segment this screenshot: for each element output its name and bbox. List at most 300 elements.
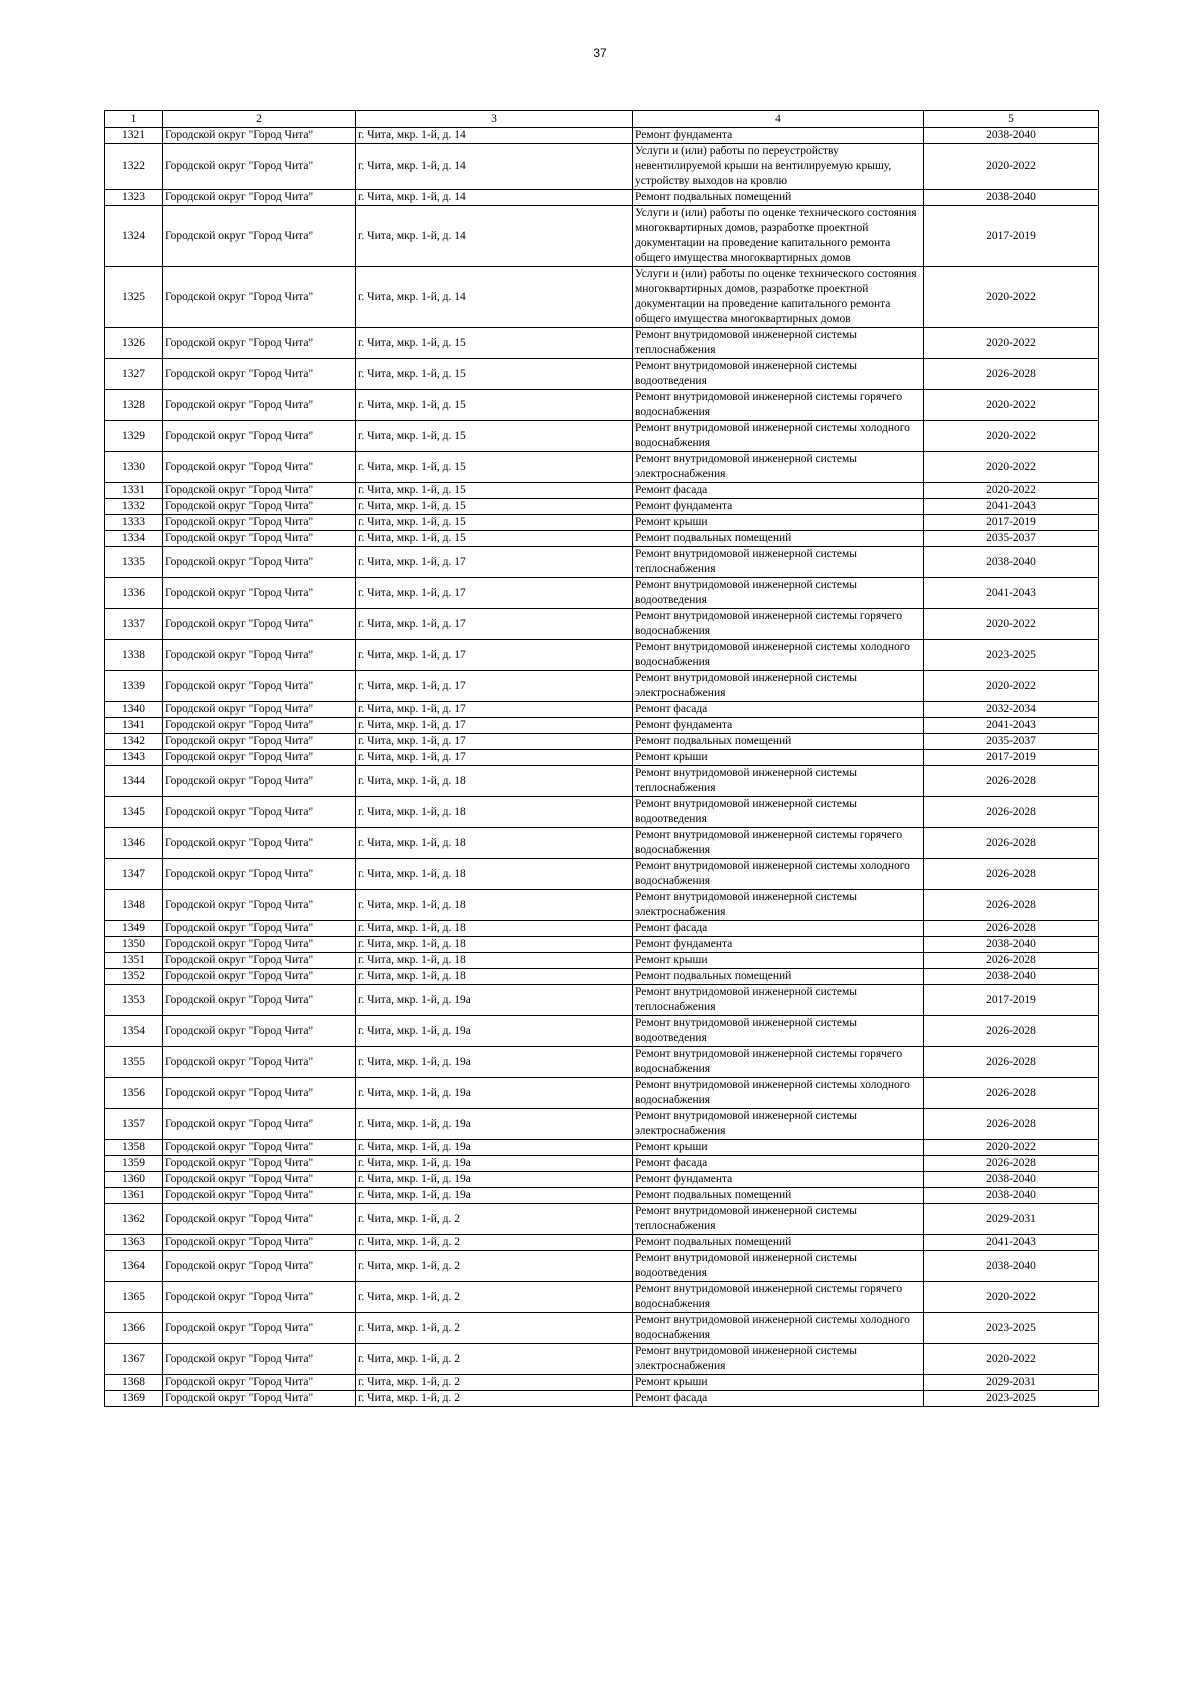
row-number: 1332 <box>105 499 163 515</box>
table-row <box>105 328 1099 359</box>
row-number: 1336 <box>105 578 163 609</box>
address-cell: г. Чита, мкр. 1-й, д. 18 <box>356 969 633 985</box>
municipality-cell: Городской округ "Город Чита" <box>163 1156 356 1172</box>
period-cell: 2020-2022 <box>924 1282 1099 1313</box>
address-cell: г. Чита, мкр. 1-й, д. 18 <box>356 797 633 828</box>
address-cell: г. Чита, мкр. 1-й, д. 19а <box>356 1140 633 1156</box>
work-type-cell: Ремонт крыши <box>633 1375 924 1391</box>
period-cell: 2020-2022 <box>924 328 1099 359</box>
municipality-cell: Городской округ "Город Чита" <box>163 921 356 937</box>
work-type-cell: Ремонт внутридомовой инженерной системы холодного водоснабжения <box>633 1313 924 1344</box>
work-type-cell: Ремонт внутридомовой инженерной системы электроснабжения <box>633 671 924 702</box>
work-type-cell: Ремонт фасада <box>633 702 924 718</box>
period-cell: 2038-2040 <box>924 1251 1099 1282</box>
table-row <box>105 531 1099 547</box>
municipality-cell: Городской округ "Город Чита" <box>163 578 356 609</box>
row-number: 1341 <box>105 718 163 734</box>
address-cell: г. Чита, мкр. 1-й, д. 14 <box>356 206 633 267</box>
work-type-cell: Ремонт внутридомовой инженерной системы теплоснабжения <box>633 766 924 797</box>
address-cell: г. Чита, мкр. 1-й, д. 19а <box>356 1188 633 1204</box>
address-cell: г. Чита, мкр. 1-й, д. 18 <box>356 937 633 953</box>
period-cell: 2026-2028 <box>924 921 1099 937</box>
work-type-cell: Ремонт внутридомовой инженерной системы водоотведения <box>633 1016 924 1047</box>
municipality-cell: Городской округ "Город Чита" <box>163 953 356 969</box>
address-cell: г. Чита, мкр. 1-й, д. 18 <box>356 828 633 859</box>
address-cell: г. Чита, мкр. 1-й, д. 2 <box>356 1251 633 1282</box>
table-row <box>105 828 1099 859</box>
period-cell: 2026-2028 <box>924 1156 1099 1172</box>
municipality-cell: Городской округ "Город Чита" <box>163 144 356 190</box>
work-type-cell: Ремонт внутридомовой инженерной системы водоотведения <box>633 797 924 828</box>
municipality-cell: Городской округ "Город Чита" <box>163 718 356 734</box>
period-cell: 2032-2034 <box>924 702 1099 718</box>
municipality-cell: Городской округ "Город Чита" <box>163 390 356 421</box>
work-type-cell: Ремонт фасада <box>633 921 924 937</box>
municipality-cell: Городской округ "Город Чита" <box>163 1282 356 1313</box>
period-cell: 2041-2043 <box>924 499 1099 515</box>
address-cell: г. Чита, мкр. 1-й, д. 2 <box>356 1375 633 1391</box>
row-number: 1333 <box>105 515 163 531</box>
municipality-cell: Городской округ "Город Чита" <box>163 969 356 985</box>
column-header: 4 <box>633 111 924 128</box>
address-cell: г. Чита, мкр. 1-й, д. 17 <box>356 609 633 640</box>
work-type-cell: Ремонт крыши <box>633 1140 924 1156</box>
table-header <box>105 111 1099 128</box>
row-number: 1343 <box>105 750 163 766</box>
municipality-cell: Городской округ "Город Чита" <box>163 702 356 718</box>
municipality-cell: Городской округ "Город Чита" <box>163 609 356 640</box>
table-row <box>105 1109 1099 1140</box>
address-cell: г. Чита, мкр. 1-й, д. 19а <box>356 985 633 1016</box>
address-cell: г. Чита, мкр. 1-й, д. 17 <box>356 734 633 750</box>
row-number: 1363 <box>105 1235 163 1251</box>
work-type-cell: Услуги и (или) работы по оценке технического состояния многоквартирных домов, разработке проектной документации на проведение капитального ремонта общего имущества многоквартирных домов <box>633 267 924 328</box>
table-row <box>105 1375 1099 1391</box>
work-type-cell: Ремонт фундамента <box>633 499 924 515</box>
period-cell: 2029-2031 <box>924 1204 1099 1235</box>
work-type-cell: Ремонт внутридомовой инженерной системы горячего водоснабжения <box>633 1047 924 1078</box>
address-cell: г. Чита, мкр. 1-й, д. 17 <box>356 671 633 702</box>
work-type-cell: Ремонт внутридомовой инженерной системы теплоснабжения <box>633 1204 924 1235</box>
municipality-cell: Городской округ "Город Чита" <box>163 671 356 702</box>
address-cell: г. Чита, мкр. 1-й, д. 19а <box>356 1078 633 1109</box>
column-header: 1 <box>105 111 163 128</box>
municipality-cell: Городской округ "Город Чита" <box>163 328 356 359</box>
table-row <box>105 640 1099 671</box>
row-number: 1350 <box>105 937 163 953</box>
period-cell: 2041-2043 <box>924 1235 1099 1251</box>
row-number: 1368 <box>105 1375 163 1391</box>
period-cell: 2041-2043 <box>924 718 1099 734</box>
municipality-cell: Городской округ "Город Чита" <box>163 1344 356 1375</box>
municipality-cell: Городской округ "Город Чита" <box>163 1235 356 1251</box>
row-number: 1348 <box>105 890 163 921</box>
period-cell: 2038-2040 <box>924 190 1099 206</box>
address-cell: г. Чита, мкр. 1-й, д. 17 <box>356 718 633 734</box>
address-cell: г. Чита, мкр. 1-й, д. 15 <box>356 483 633 499</box>
row-number: 1335 <box>105 547 163 578</box>
table-row <box>105 609 1099 640</box>
table-row <box>105 702 1099 718</box>
row-number: 1321 <box>105 128 163 144</box>
municipality-cell: Городской округ "Город Чита" <box>163 828 356 859</box>
address-cell: г. Чита, мкр. 1-й, д. 15 <box>356 390 633 421</box>
row-number: 1330 <box>105 452 163 483</box>
address-cell: г. Чита, мкр. 1-й, д. 15 <box>356 359 633 390</box>
work-type-cell: Ремонт крыши <box>633 515 924 531</box>
address-cell: г. Чита, мкр. 1-й, д. 18 <box>356 921 633 937</box>
address-cell: г. Чита, мкр. 1-й, д. 18 <box>356 890 633 921</box>
municipality-cell: Городской округ "Город Чита" <box>163 640 356 671</box>
row-number: 1355 <box>105 1047 163 1078</box>
row-number: 1339 <box>105 671 163 702</box>
work-type-cell: Ремонт фундамента <box>633 937 924 953</box>
table-row <box>105 985 1099 1016</box>
row-number: 1364 <box>105 1251 163 1282</box>
table-row <box>105 1313 1099 1344</box>
address-cell: г. Чита, мкр. 1-й, д. 14 <box>356 128 633 144</box>
row-number: 1359 <box>105 1156 163 1172</box>
table-row <box>105 718 1099 734</box>
municipality-cell: Городской округ "Город Чита" <box>163 1016 356 1047</box>
period-cell: 2017-2019 <box>924 206 1099 267</box>
address-cell: г. Чита, мкр. 1-й, д. 2 <box>356 1204 633 1235</box>
table-row <box>105 671 1099 702</box>
period-cell: 2023-2025 <box>924 1391 1099 1407</box>
row-number: 1347 <box>105 859 163 890</box>
table-row <box>105 499 1099 515</box>
municipality-cell: Городской округ "Город Чита" <box>163 1172 356 1188</box>
period-cell: 2023-2025 <box>924 640 1099 671</box>
work-type-cell: Ремонт подвальных помещений <box>633 190 924 206</box>
address-cell: г. Чита, мкр. 1-й, д. 14 <box>356 267 633 328</box>
row-number: 1329 <box>105 421 163 452</box>
period-cell: 2038-2040 <box>924 547 1099 578</box>
period-cell: 2038-2040 <box>924 1188 1099 1204</box>
row-number: 1357 <box>105 1109 163 1140</box>
row-number: 1360 <box>105 1172 163 1188</box>
row-number: 1338 <box>105 640 163 671</box>
period-cell: 2017-2019 <box>924 985 1099 1016</box>
row-number: 1345 <box>105 797 163 828</box>
period-cell: 2023-2025 <box>924 1313 1099 1344</box>
table-row <box>105 1344 1099 1375</box>
municipality-cell: Городской округ "Город Чита" <box>163 1078 356 1109</box>
row-number: 1337 <box>105 609 163 640</box>
municipality-cell: Городской округ "Город Чита" <box>163 859 356 890</box>
table-row <box>105 547 1099 578</box>
work-type-cell: Ремонт подвальных помещений <box>633 531 924 547</box>
address-cell: г. Чита, мкр. 1-й, д. 18 <box>356 766 633 797</box>
period-cell: 2026-2028 <box>924 890 1099 921</box>
row-number: 1358 <box>105 1140 163 1156</box>
row-number: 1356 <box>105 1078 163 1109</box>
address-cell: г. Чита, мкр. 1-й, д. 19а <box>356 1156 633 1172</box>
period-cell: 2020-2022 <box>924 483 1099 499</box>
table-row <box>105 1251 1099 1282</box>
table-row <box>105 1047 1099 1078</box>
table-row <box>105 1391 1099 1407</box>
row-number: 1365 <box>105 1282 163 1313</box>
table-row <box>105 921 1099 937</box>
work-type-cell: Ремонт внутридомовой инженерной системы холодного водоснабжения <box>633 421 924 452</box>
municipality-cell: Городской округ "Город Чита" <box>163 359 356 390</box>
municipality-cell: Городской округ "Город Чита" <box>163 1375 356 1391</box>
table-row <box>105 578 1099 609</box>
work-type-cell: Ремонт крыши <box>633 953 924 969</box>
work-type-cell: Ремонт фасада <box>633 1391 924 1407</box>
row-number: 1325 <box>105 267 163 328</box>
work-type-cell: Ремонт внутридомовой инженерной системы теплоснабжения <box>633 547 924 578</box>
period-cell: 2020-2022 <box>924 452 1099 483</box>
work-type-cell: Ремонт внутридомовой инженерной системы водоотведения <box>633 1251 924 1282</box>
work-type-cell: Ремонт фасада <box>633 483 924 499</box>
table-row <box>105 797 1099 828</box>
municipality-cell: Городской округ "Город Чита" <box>163 1047 356 1078</box>
municipality-cell: Городской округ "Город Чита" <box>163 766 356 797</box>
work-type-cell: Ремонт фундамента <box>633 1172 924 1188</box>
row-number: 1323 <box>105 190 163 206</box>
address-cell: г. Чита, мкр. 1-й, д. 17 <box>356 578 633 609</box>
row-number: 1352 <box>105 969 163 985</box>
address-cell: г. Чита, мкр. 1-й, д. 2 <box>356 1344 633 1375</box>
address-cell: г. Чита, мкр. 1-й, д. 2 <box>356 1282 633 1313</box>
work-type-cell: Ремонт внутридомовой инженерной системы горячего водоснабжения <box>633 828 924 859</box>
municipality-cell: Городской округ "Город Чита" <box>163 1140 356 1156</box>
address-cell: г. Чита, мкр. 1-й, д. 17 <box>356 750 633 766</box>
address-cell: г. Чита, мкр. 1-й, д. 2 <box>356 1313 633 1344</box>
municipality-cell: Городской округ "Город Чита" <box>163 128 356 144</box>
period-cell: 2026-2028 <box>924 1047 1099 1078</box>
period-cell: 2026-2028 <box>924 359 1099 390</box>
municipality-cell: Городской округ "Город Чита" <box>163 1251 356 1282</box>
address-cell: г. Чита, мкр. 1-й, д. 14 <box>356 144 633 190</box>
address-cell: г. Чита, мкр. 1-й, д. 19а <box>356 1047 633 1078</box>
table-row <box>105 1140 1099 1156</box>
work-type-cell: Ремонт внутридомовой инженерной системы холодного водоснабжения <box>633 1078 924 1109</box>
period-cell: 2020-2022 <box>924 144 1099 190</box>
row-number: 1361 <box>105 1188 163 1204</box>
table-row <box>105 969 1099 985</box>
table-body <box>105 128 1099 1407</box>
work-type-cell: Ремонт подвальных помещений <box>633 1235 924 1251</box>
work-type-cell: Ремонт внутридомовой инженерной системы водоотведения <box>633 578 924 609</box>
address-cell: г. Чита, мкр. 1-й, д. 15 <box>356 499 633 515</box>
table-row <box>105 390 1099 421</box>
municipality-cell: Городской округ "Город Чита" <box>163 734 356 750</box>
row-number: 1342 <box>105 734 163 750</box>
row-number: 1324 <box>105 206 163 267</box>
municipality-cell: Городской округ "Город Чита" <box>163 750 356 766</box>
row-number: 1354 <box>105 1016 163 1047</box>
work-type-cell: Ремонт фасада <box>633 1156 924 1172</box>
work-type-cell: Ремонт внутридомовой инженерной системы холодного водоснабжения <box>633 859 924 890</box>
period-cell: 2026-2028 <box>924 1109 1099 1140</box>
period-cell: 2041-2043 <box>924 578 1099 609</box>
work-type-cell: Ремонт внутридомовой инженерной системы водоотведения <box>633 359 924 390</box>
period-cell: 2026-2028 <box>924 1016 1099 1047</box>
municipality-cell: Городской округ "Город Чита" <box>163 267 356 328</box>
period-cell: 2029-2031 <box>924 1375 1099 1391</box>
column-header: 2 <box>163 111 356 128</box>
period-cell: 2020-2022 <box>924 1140 1099 1156</box>
address-cell: г. Чита, мкр. 1-й, д. 2 <box>356 1391 633 1407</box>
address-cell: г. Чита, мкр. 1-й, д. 17 <box>356 640 633 671</box>
table-row <box>105 937 1099 953</box>
work-type-cell: Ремонт подвальных помещений <box>633 1188 924 1204</box>
table-row <box>105 1078 1099 1109</box>
table-row <box>105 1016 1099 1047</box>
period-cell: 2020-2022 <box>924 671 1099 702</box>
work-type-cell: Ремонт внутридомовой инженерной системы горячего водоснабжения <box>633 1282 924 1313</box>
table-row <box>105 953 1099 969</box>
period-cell: 2038-2040 <box>924 937 1099 953</box>
municipality-cell: Городской округ "Город Чита" <box>163 890 356 921</box>
row-number: 1362 <box>105 1204 163 1235</box>
table-row <box>105 452 1099 483</box>
municipality-cell: Городской округ "Город Чита" <box>163 421 356 452</box>
table-row <box>105 1156 1099 1172</box>
table-row <box>105 359 1099 390</box>
row-number: 1326 <box>105 328 163 359</box>
row-number: 1344 <box>105 766 163 797</box>
table-row <box>105 1204 1099 1235</box>
period-cell: 2020-2022 <box>924 421 1099 452</box>
table-row <box>105 144 1099 190</box>
municipality-cell: Городской округ "Город Чита" <box>163 547 356 578</box>
table-row <box>105 1235 1099 1251</box>
municipality-cell: Городской округ "Город Чита" <box>163 531 356 547</box>
table-row <box>105 267 1099 328</box>
period-cell: 2035-2037 <box>924 734 1099 750</box>
row-number: 1353 <box>105 985 163 1016</box>
table-row <box>105 859 1099 890</box>
table-row <box>105 206 1099 267</box>
period-cell: 2026-2028 <box>924 766 1099 797</box>
address-cell: г. Чита, мкр. 1-й, д. 19а <box>356 1109 633 1140</box>
table-row <box>105 890 1099 921</box>
municipality-cell: Городской округ "Город Чита" <box>163 937 356 953</box>
municipality-cell: Городской округ "Город Чита" <box>163 985 356 1016</box>
municipality-cell: Городской округ "Город Чита" <box>163 1391 356 1407</box>
address-cell: г. Чита, мкр. 1-й, д. 2 <box>356 1235 633 1251</box>
address-cell: г. Чита, мкр. 1-й, д. 14 <box>356 190 633 206</box>
address-cell: г. Чита, мкр. 1-й, д. 19а <box>356 1172 633 1188</box>
period-cell: 2020-2022 <box>924 267 1099 328</box>
work-type-cell: Ремонт фундамента <box>633 128 924 144</box>
address-cell: г. Чита, мкр. 1-й, д. 15 <box>356 452 633 483</box>
row-number: 1327 <box>105 359 163 390</box>
table-row <box>105 750 1099 766</box>
address-cell: г. Чита, мкр. 1-й, д. 17 <box>356 547 633 578</box>
municipality-cell: Городской округ "Город Чита" <box>163 797 356 828</box>
work-type-cell: Ремонт внутридомовой инженерной системы горячего водоснабжения <box>633 390 924 421</box>
municipality-cell: Городской округ "Город Чита" <box>163 1109 356 1140</box>
row-number: 1369 <box>105 1391 163 1407</box>
work-type-cell: Ремонт фундамента <box>633 718 924 734</box>
row-number: 1366 <box>105 1313 163 1344</box>
work-type-cell: Услуги и (или) работы по переустройству невентилируемой крыши на вентилируемую крышу, устройству выходов на кровлю <box>633 144 924 190</box>
row-number: 1349 <box>105 921 163 937</box>
address-cell: г. Чита, мкр. 1-й, д. 18 <box>356 859 633 890</box>
municipality-cell: Городской округ "Город Чита" <box>163 190 356 206</box>
municipality-cell: Городской округ "Город Чита" <box>163 1204 356 1235</box>
work-type-cell: Ремонт внутридомовой инженерной системы теплоснабжения <box>633 985 924 1016</box>
row-number: 1334 <box>105 531 163 547</box>
row-number: 1351 <box>105 953 163 969</box>
period-cell: 2026-2028 <box>924 953 1099 969</box>
address-cell: г. Чита, мкр. 1-й, д. 15 <box>356 421 633 452</box>
municipality-cell: Городской округ "Город Чита" <box>163 515 356 531</box>
municipality-cell: Городской округ "Город Чита" <box>163 206 356 267</box>
table-row <box>105 1188 1099 1204</box>
municipality-cell: Городской округ "Город Чита" <box>163 483 356 499</box>
period-cell: 2020-2022 <box>924 390 1099 421</box>
column-header: 5 <box>924 111 1099 128</box>
table-row <box>105 421 1099 452</box>
address-cell: г. Чита, мкр. 1-й, д. 17 <box>356 702 633 718</box>
address-cell: г. Чита, мкр. 1-й, д. 15 <box>356 515 633 531</box>
table-row <box>105 766 1099 797</box>
page-number: 37 <box>593 46 607 60</box>
address-cell: г. Чита, мкр. 1-й, д. 19а <box>356 1016 633 1047</box>
period-cell: 2026-2028 <box>924 828 1099 859</box>
work-type-cell: Ремонт подвальных помещений <box>633 734 924 750</box>
work-type-cell: Ремонт внутридомовой инженерной системы горячего водоснабжения <box>633 609 924 640</box>
row-number: 1340 <box>105 702 163 718</box>
period-cell: 2017-2019 <box>924 750 1099 766</box>
period-cell: 2026-2028 <box>924 859 1099 890</box>
municipality-cell: Городской округ "Город Чита" <box>163 1313 356 1344</box>
table-row <box>105 483 1099 499</box>
table-row <box>105 1172 1099 1188</box>
work-type-cell: Ремонт внутридомовой инженерной системы теплоснабжения <box>633 328 924 359</box>
row-number: 1346 <box>105 828 163 859</box>
work-type-cell: Ремонт подвальных помещений <box>633 969 924 985</box>
table-row <box>105 1282 1099 1313</box>
period-cell: 2026-2028 <box>924 1078 1099 1109</box>
column-header: 3 <box>356 111 633 128</box>
address-cell: г. Чита, мкр. 1-й, д. 18 <box>356 953 633 969</box>
period-cell: 2020-2022 <box>924 1344 1099 1375</box>
municipality-cell: Городской округ "Город Чита" <box>163 452 356 483</box>
row-number: 1331 <box>105 483 163 499</box>
period-cell: 2038-2040 <box>924 1172 1099 1188</box>
table-row <box>105 734 1099 750</box>
row-number: 1322 <box>105 144 163 190</box>
address-cell: г. Чита, мкр. 1-й, д. 15 <box>356 531 633 547</box>
period-cell: 2035-2037 <box>924 531 1099 547</box>
table-row <box>105 128 1099 144</box>
repair-schedule-table <box>104 110 1099 1407</box>
row-number: 1328 <box>105 390 163 421</box>
work-type-cell: Ремонт крыши <box>633 750 924 766</box>
address-cell: г. Чита, мкр. 1-й, д. 15 <box>356 328 633 359</box>
work-type-cell: Ремонт внутридомовой инженерной системы электроснабжения <box>633 890 924 921</box>
period-cell: 2020-2022 <box>924 609 1099 640</box>
period-cell: 2038-2040 <box>924 969 1099 985</box>
municipality-cell: Городской округ "Город Чита" <box>163 1188 356 1204</box>
header-row <box>105 111 1099 128</box>
municipality-cell: Городской округ "Город Чита" <box>163 499 356 515</box>
table-row <box>105 190 1099 206</box>
work-type-cell: Ремонт внутридомовой инженерной системы электроснабжения <box>633 1344 924 1375</box>
work-type-cell: Ремонт внутридомовой инженерной системы холодного водоснабжения <box>633 640 924 671</box>
period-cell: 2038-2040 <box>924 128 1099 144</box>
table-row <box>105 515 1099 531</box>
work-type-cell: Ремонт внутридомовой инженерной системы электроснабжения <box>633 452 924 483</box>
work-type-cell: Услуги и (или) работы по оценке технического состояния многоквартирных домов, разработке проектной документации на проведение капитального ремонта общего имущества многоквартирных домов <box>633 206 924 267</box>
